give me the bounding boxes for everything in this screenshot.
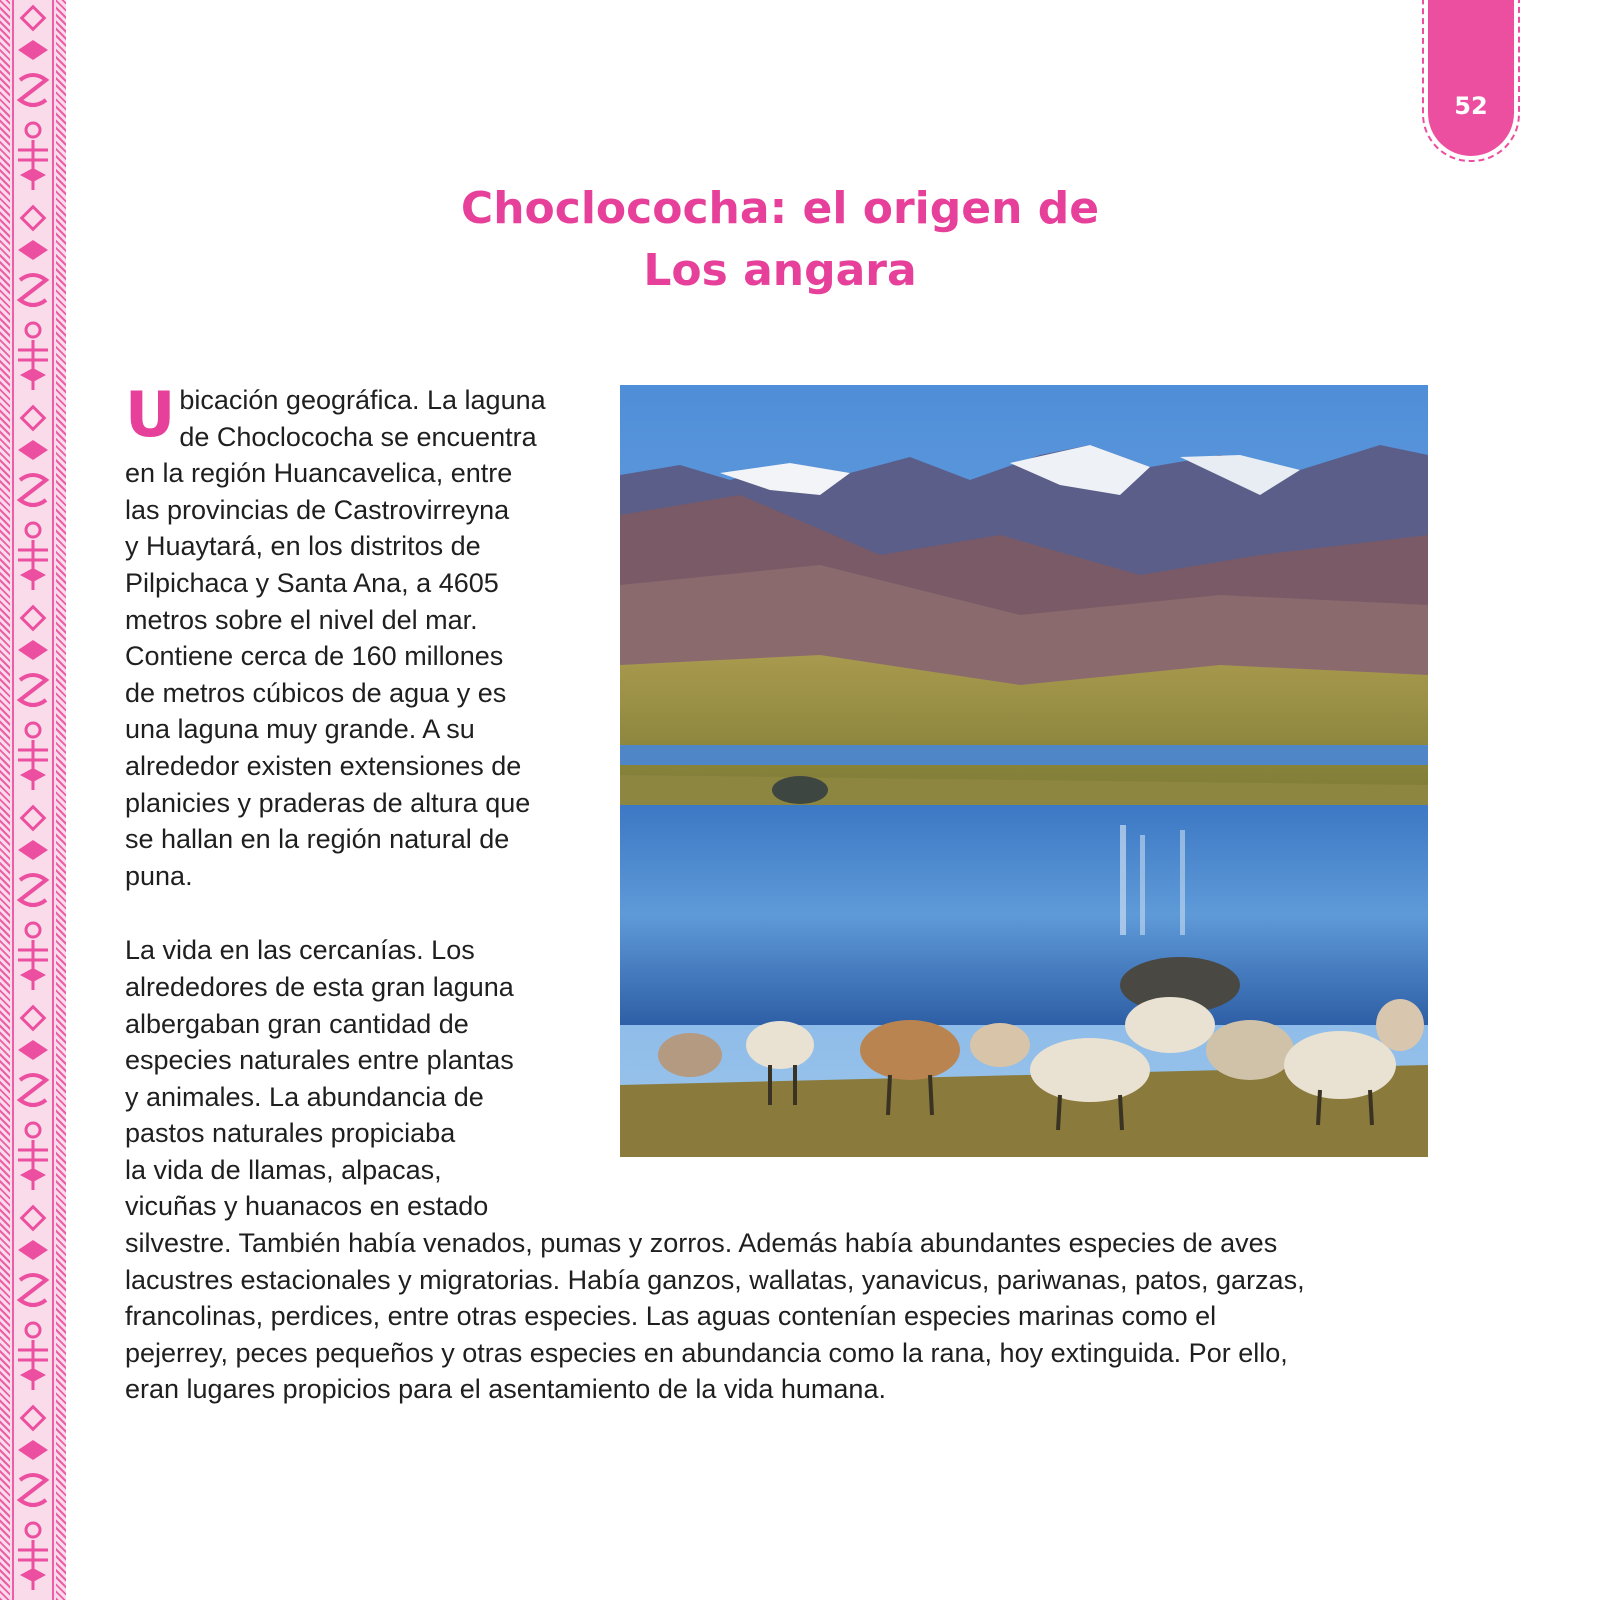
text-line: las provincias de Castrovirreyna (125, 494, 510, 525)
text-line: bicación geográfica. La laguna (179, 385, 546, 415)
text-line: especies naturales entre plantas (125, 1045, 514, 1076)
page-number-tab (1428, 0, 1514, 156)
paragraph-geographic-location (125, 378, 595, 894)
andean-pattern-icon (10, 0, 56, 1600)
text-line: vicuñas y huanacos en estado (125, 1191, 489, 1222)
text-line: se hallan en la región natural de (125, 824, 510, 855)
text-line: una laguna muy grande. A su (125, 714, 475, 745)
text-line: La vida en las cercanías. Los (125, 935, 475, 966)
paragraph-nearby-life (125, 932, 1425, 1408)
text-line: Contiene cerca de 160 millones (125, 641, 504, 672)
text-line: planicies y praderas de altura que (125, 787, 531, 818)
text-line: eran lugares propicios para el asentamiento de la vida humana. (125, 1374, 886, 1405)
decorative-border (0, 0, 66, 1600)
text-line: pastos naturales propiciaba (125, 1118, 456, 1149)
border-edge-left (0, 0, 10, 1600)
text-line: metros sobre el nivel del mar. (125, 604, 478, 635)
text-line: Pilpichaca y Santa Ana, a 4605 (125, 567, 499, 598)
title-line-2: Los angara (643, 245, 917, 296)
text-line: de Choclococha se encuentra (179, 421, 537, 452)
text-line: la vida de llamas, alpacas, (125, 1154, 442, 1185)
border-edge-right (56, 0, 66, 1600)
body-text (125, 378, 1425, 1408)
text-line: de metros cúbicos de agua y es (125, 677, 507, 708)
page-title (380, 178, 1180, 302)
text-line: francolinas, perdices, entre otras especies. Las aguas contenían especies marinas como el (125, 1301, 1217, 1332)
page-number: 52 (1454, 92, 1488, 120)
title-line-1: Choclococha: el origen de (460, 183, 1100, 234)
text-line: en la región Huancavelica, entre (125, 458, 513, 489)
paragraph-gap (125, 894, 1425, 932)
text-line: puna. (125, 860, 193, 891)
text-line: alrededor existen extensiones de (125, 750, 522, 781)
text-line: y Huaytará, en los distritos de (125, 531, 481, 562)
text-line: albergaban gran cantidad de (125, 1008, 469, 1039)
text-line: y animales. La abundancia de (125, 1081, 484, 1112)
tab-dashed-outline (1422, 0, 1520, 162)
text-line: silvestre. También había venados, pumas y zorros. Además había abundantes especies de aves (125, 1228, 1278, 1259)
text-line: pejerrey, peces pequeños y otras especies en abundancia como la rana, hoy extinguida. Por ello, (125, 1337, 1288, 1368)
drop-cap: U (125, 378, 176, 451)
text-line: lacustres estacionales y migratorias. Había ganzos, wallatas, yanavicus, pariwanas, patos, garzas, (125, 1264, 1305, 1295)
text-line: alrededores de esta gran laguna (125, 971, 514, 1002)
